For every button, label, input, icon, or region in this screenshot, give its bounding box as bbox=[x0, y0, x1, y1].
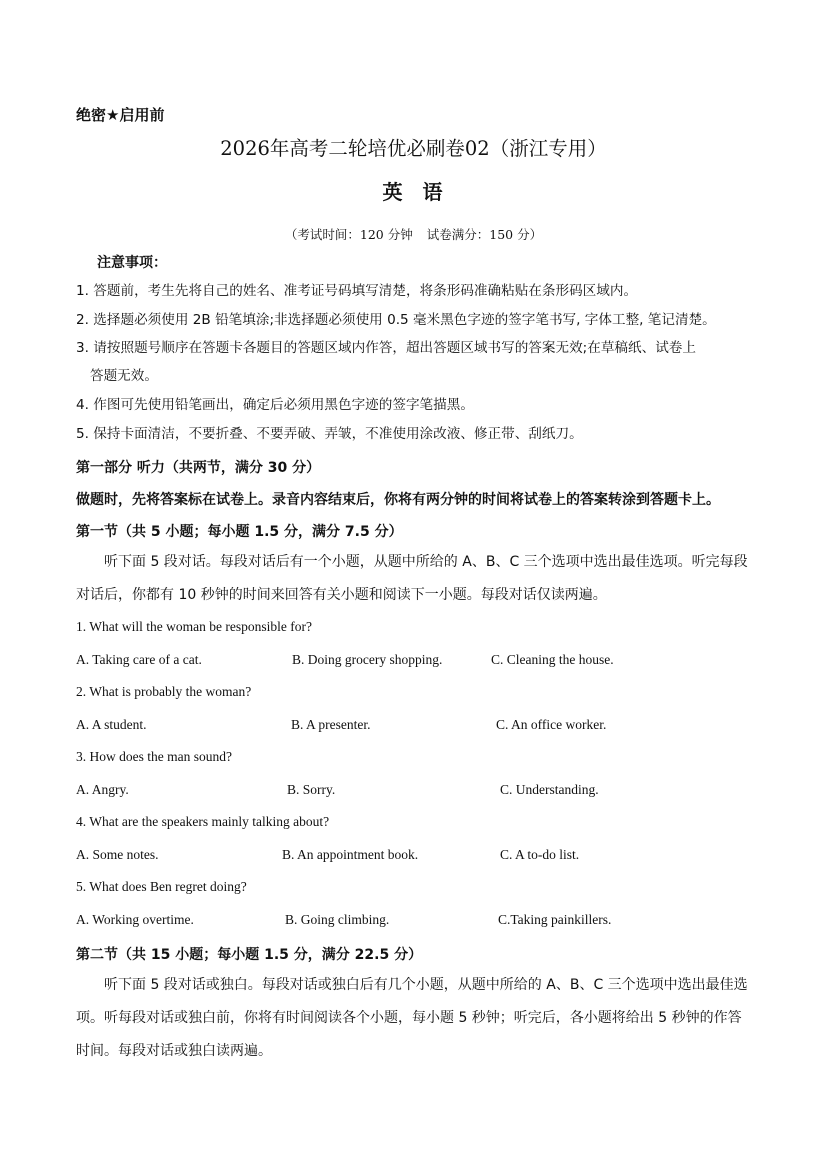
q2-option-c: C. An office worker. bbox=[496, 717, 607, 732]
notice-item: 4. 作图可先使用铅笔画出，确定后必须用黑色字迹的签字笔描黑。 bbox=[76, 397, 474, 413]
q3-option-c: C. Understanding. bbox=[500, 782, 599, 797]
notice-item: 2. 选择题必须使用 2B 铅笔填涂;非选择题必须使用 0.5 毫米黑色字迹的签字笔书写, 字体工整, 笔记清楚。 bbox=[76, 312, 716, 328]
subject-char-1: 英 bbox=[382, 180, 405, 204]
q1-option-b: B. Doing grocery shopping. bbox=[292, 652, 443, 667]
full-score: 试卷满分：150 分） bbox=[426, 227, 543, 242]
section2-heading: 第二节（共 15 小题；每小题 1.5 分，满分 22.5 分） bbox=[76, 947, 423, 963]
q4-option-a: A. Some notes. bbox=[76, 847, 159, 862]
section2-intro: 听下面 5 段对话或独白。每段对话或独白后有几个小题，从题中所给的 A、B、C 三个选项中选出最佳选项。听每段对话或独白前，你将有时间阅读各个小题，每小题 5 秒钟；听完后，各小题将给出 5 秒钟的作答时间。每段对话或独白读两遍。 bbox=[76, 977, 748, 1059]
notice-item: 3. 请按照题号顺序在答题卡各题目的答题区域内作答，超出答题区域书写的答案无效;在草稿纸、试卷上 bbox=[76, 340, 696, 356]
notice-item: 1. 答题前，考生先将自己的姓名、准考证号码填写清楚，将条形码准确粘贴在条形码区域内。 bbox=[76, 283, 638, 299]
question-2: 2. What is probably the woman? bbox=[76, 684, 252, 699]
part1-instruction: 做题时，先将答案标在试卷上。录音内容结束后，你将有两分钟的时间将试卷上的答案转涂到答题卡上。 bbox=[76, 492, 720, 508]
notices-heading: 注意事项： bbox=[97, 255, 167, 271]
subject-title bbox=[0, 176, 827, 205]
question-1: 1. What will the woman be responsible for? bbox=[76, 619, 312, 634]
part1-heading: 第一部分 听力（共两节，满分 30 分） bbox=[76, 460, 321, 476]
confidential-label: 绝密★启用前 bbox=[76, 106, 165, 124]
notice-item: 5. 保持卡面清洁，不要折叠、不要弄破、弄皱，不准使用涂改液、修正带、刮纸刀。 bbox=[76, 426, 583, 442]
question-3: 3. How does the man sound? bbox=[76, 749, 232, 764]
q4-option-b: B. An appointment book. bbox=[282, 847, 419, 862]
question-4: 4. What are the speakers mainly talking about? bbox=[76, 814, 330, 829]
notice-item-continued: 答题无效。 bbox=[90, 368, 158, 384]
q5-option-a: A. Working overtime. bbox=[76, 912, 194, 927]
q3-option-b: B. Sorry. bbox=[287, 782, 336, 797]
q1-option-c: C. Cleaning the house. bbox=[491, 652, 614, 667]
exam-info bbox=[0, 225, 827, 243]
exam-time: （考试时间：120 分钟 bbox=[284, 227, 413, 242]
q5-option-c: C.Taking painkillers. bbox=[498, 912, 612, 927]
question-5: 5. What does Ben regret doing? bbox=[76, 879, 247, 894]
q3-option-a: A. Angry. bbox=[76, 782, 129, 797]
q2-option-a: A. A student. bbox=[76, 717, 147, 732]
subject-char-2: 语 bbox=[422, 180, 445, 204]
section1-heading: 第一节（共 5 小题；每小题 1.5 分，满分 7.5 分） bbox=[76, 524, 403, 540]
q5-option-b: B. Going climbing. bbox=[285, 912, 390, 927]
q1-option-a: A. Taking care of a cat. bbox=[76, 652, 202, 667]
q4-option-c: C. A to-do list. bbox=[500, 847, 580, 862]
exam-title: 2026年高考二轮培优必刷卷02（浙江专用） bbox=[220, 137, 607, 160]
section1-intro: 听下面 5 段对话。每段对话后有一个小题，从题中所给的 A、B、C 三个选项中选出最佳选项。听完每段对话后，你都有 10 秒钟的时间来回答有关小题和阅读下一小题。每段对话仅读两遍。 bbox=[76, 554, 748, 603]
q2-option-b: B. A presenter. bbox=[291, 717, 371, 732]
